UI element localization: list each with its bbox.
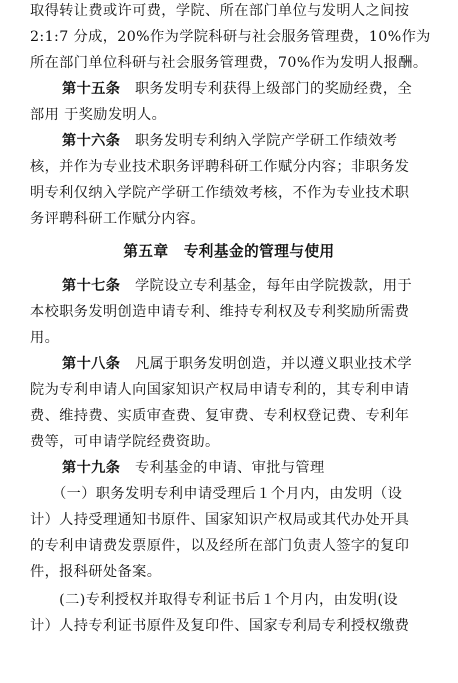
article-number: 第十六条 <box>62 133 121 149</box>
text-line: 费、维持费、实质审查费、复审费、专利权登记费、专利年 <box>30 408 410 424</box>
article-number: 第十七条 <box>62 278 121 294</box>
chapter-heading: 第五章 专利基金的管理与使用 <box>123 243 335 260</box>
text-span: 凡属于职务发明创造，并以遵义职业技术学 <box>120 356 413 372</box>
text-line: 务评聘科研工作赋分内容。 <box>30 211 206 227</box>
text-line: 核，并作为专业技术职务评聘科研工作赋分内容；非职务发 <box>30 159 410 175</box>
text-span: 学院设立专利基金，每年由学院拨款，用于 <box>120 278 413 294</box>
article-number: 第十八条 <box>62 356 121 372</box>
text-line: 明专利仅纳入学院产学研工作绩效考核，不作为专业技术职 <box>30 185 410 201</box>
text-line: 计）人持专利证书原件及复印件、国家专利局专利授权缴费 <box>30 618 410 634</box>
text-line: （一）职务发明专利申请受理后１个月内，由发明（设 <box>30 486 403 502</box>
text-line: 的专利申请费发票原件，以及经所在部门负责人签字的复印 <box>30 538 410 554</box>
article-number: 第十九条 <box>62 460 121 476</box>
text-line: 取得转让费或许可费，学院、所在部门单位与发明人之间按 <box>30 3 410 19</box>
text-line: 用。 <box>30 330 60 346</box>
article-line <box>62 354 458 374</box>
text-line: 费等，可申请学院经费资助。 <box>30 434 220 450</box>
text-line: (二)专利授权并取得专利证书后１个月内，由发明(设 <box>30 592 398 608</box>
article-line <box>62 276 458 296</box>
text-line: 本校职务发明创造申请专利、维持专利权及专利奖励所需费 <box>30 304 410 320</box>
text-line: 件，报科研处备案。 <box>30 564 162 580</box>
article-line <box>62 458 458 478</box>
text-span: 职务发明专利获得上级部门的奖励经费，全 <box>120 81 413 97</box>
text-line: 院为专利申请人向国家知识产权局申请专利的，其专利申请 <box>30 382 410 398</box>
text-line: 2:1:7 分成，20%作为学院科研与社会服务管理费，10%作为 <box>30 29 431 45</box>
text-line: 所在部门单位科研与社会服务管理费，70%作为发明人报酬。 <box>30 55 428 71</box>
text-line: 部用 于奖励发明人。 <box>30 107 167 123</box>
article-number: 第十五条 <box>62 81 121 97</box>
text-span: 职务发明专利纳入学院产学研工作绩效考 <box>120 133 398 149</box>
article-line <box>62 131 458 151</box>
article-line <box>62 79 458 99</box>
text-span: 专利基金的申请、审批与管理 <box>120 460 325 476</box>
text-line: 计）人持受理通知书原件、国家知识产权局或其代办处开具 <box>30 512 410 528</box>
